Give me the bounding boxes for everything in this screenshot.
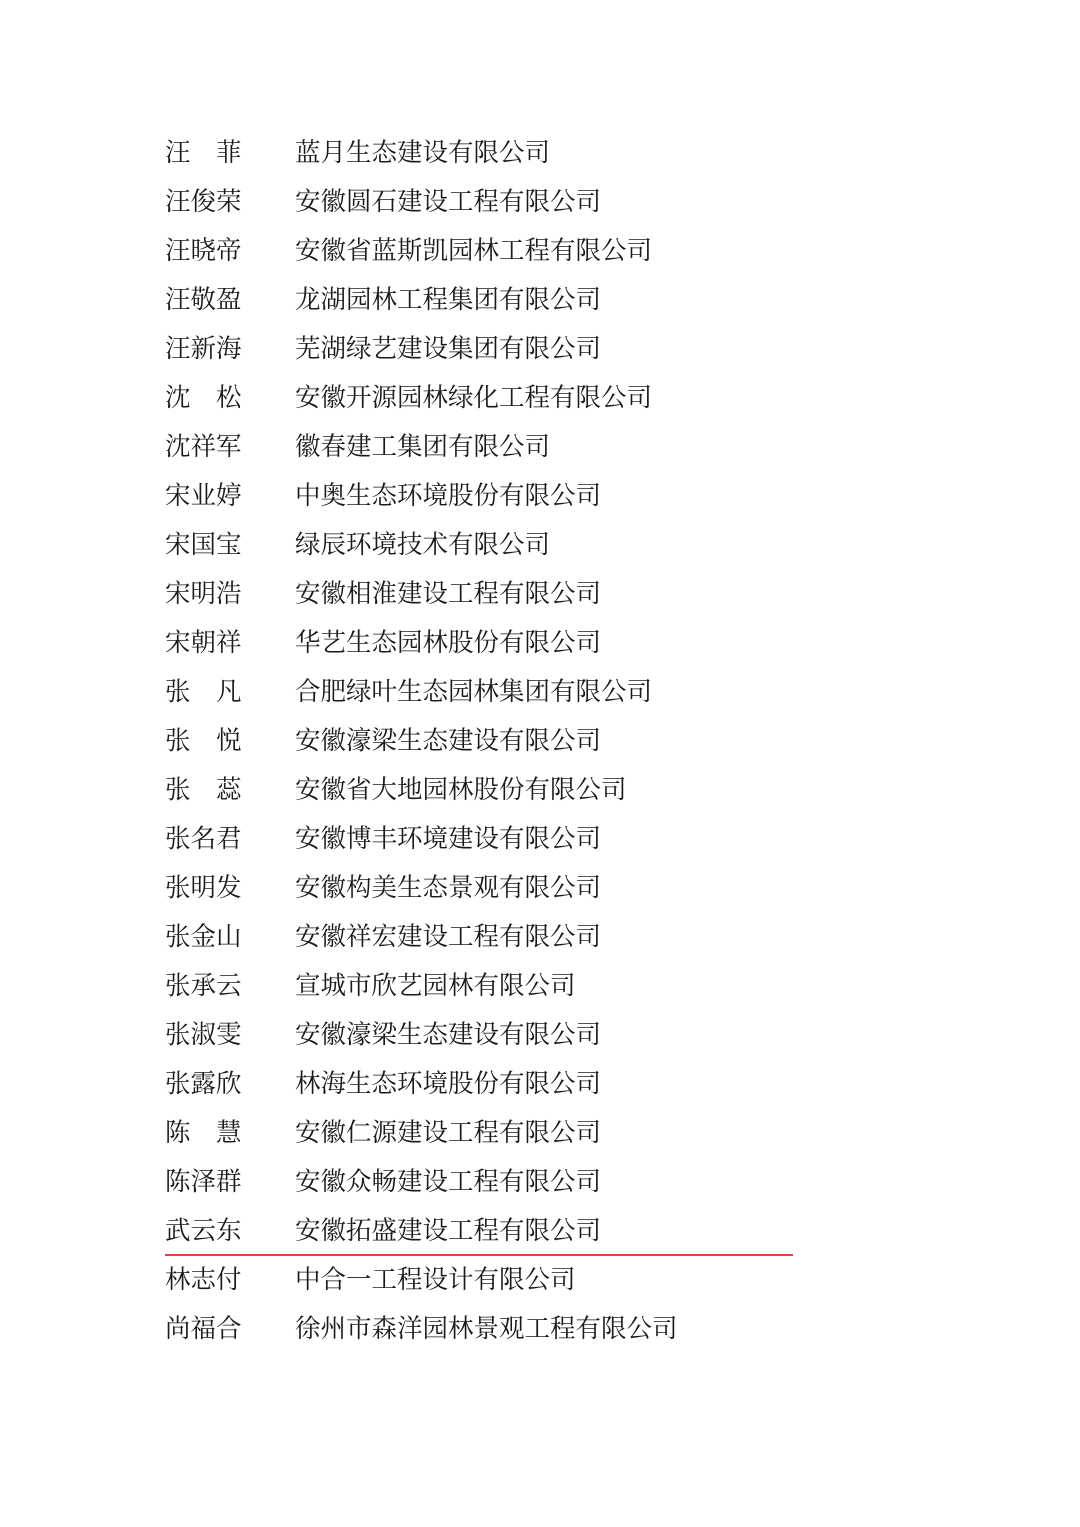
person-name: 张 凡 <box>165 677 242 707</box>
company-name: 安徽仁源建设工程有限公司 <box>295 1118 602 1148</box>
list-item <box>165 966 945 1015</box>
list-item <box>165 427 945 476</box>
company-name: 徽春建工集团有限公司 <box>295 432 551 462</box>
person-name: 林志付 <box>165 1265 242 1295</box>
person-name: 宋明浩 <box>165 579 242 609</box>
list-item <box>165 133 945 182</box>
list-item <box>165 917 945 966</box>
company-name: 蓝月生态建设有限公司 <box>295 138 551 168</box>
person-name: 汪敬盈 <box>165 285 242 315</box>
company-name: 安徽祥宏建设工程有限公司 <box>295 922 602 952</box>
person-name: 武云东 <box>165 1216 242 1246</box>
company-name: 安徽省大地园林股份有限公司 <box>295 775 627 805</box>
list-item <box>165 770 945 819</box>
list-item <box>165 525 945 574</box>
company-name: 中奥生态环境股份有限公司 <box>295 481 602 511</box>
person-name: 宋业婷 <box>165 481 242 511</box>
person-name: 张明发 <box>165 873 242 903</box>
list-item <box>165 1113 945 1162</box>
company-name: 安徽濠梁生态建设有限公司 <box>295 1020 602 1050</box>
list-item <box>165 378 945 427</box>
list-item <box>165 182 945 231</box>
list-item <box>165 672 945 721</box>
list-item <box>165 1309 945 1358</box>
person-name: 宋朝祥 <box>165 628 242 658</box>
person-name: 汪晓帝 <box>165 236 242 266</box>
person-name: 沈祥军 <box>165 432 242 462</box>
company-name: 安徽濠梁生态建设有限公司 <box>295 726 602 756</box>
company-name: 合肥绿叶生态园林集团有限公司 <box>295 677 653 707</box>
company-name: 安徽圆石建设工程有限公司 <box>295 187 602 217</box>
list-item <box>165 1162 945 1211</box>
person-name: 陈泽群 <box>165 1167 242 1197</box>
company-name: 华艺生态园林股份有限公司 <box>295 628 602 658</box>
list-item <box>165 1015 945 1064</box>
list-item <box>165 1211 945 1260</box>
list-item <box>165 280 945 329</box>
company-name: 安徽博丰环境建设有限公司 <box>295 824 602 854</box>
company-name: 徐州市森洋园林景观工程有限公司 <box>295 1314 678 1344</box>
company-name: 安徽相淮建设工程有限公司 <box>295 579 602 609</box>
company-name: 芜湖绿艺建设集团有限公司 <box>295 334 602 364</box>
list-item <box>165 721 945 770</box>
list-item <box>165 819 945 868</box>
person-name: 沈 松 <box>165 383 242 413</box>
list-item <box>165 623 945 672</box>
list-item <box>165 231 945 280</box>
company-name: 宣城市欣艺园林有限公司 <box>295 971 576 1001</box>
list-item <box>165 476 945 525</box>
person-name: 张 蕊 <box>165 775 242 805</box>
company-name: 安徽众畅建设工程有限公司 <box>295 1167 602 1197</box>
company-name: 安徽开源园林绿化工程有限公司 <box>295 383 653 413</box>
list-item <box>165 868 945 917</box>
person-name: 张名君 <box>165 824 242 854</box>
company-name: 安徽构美生态景观有限公司 <box>295 873 602 903</box>
list-item <box>165 1064 945 1113</box>
company-name: 安徽省蓝斯凯园林工程有限公司 <box>295 236 653 266</box>
person-name: 张金山 <box>165 922 242 952</box>
company-name: 中合一工程设计有限公司 <box>295 1265 576 1295</box>
person-name: 汪新海 <box>165 334 242 364</box>
company-name: 林海生态环境股份有限公司 <box>295 1069 602 1099</box>
name-company-list <box>165 133 945 1358</box>
list-item <box>165 1260 945 1309</box>
list-item <box>165 574 945 623</box>
person-name: 宋国宝 <box>165 530 242 560</box>
list-item <box>165 329 945 378</box>
person-name: 尚福合 <box>165 1314 242 1344</box>
person-name: 陈 慧 <box>165 1118 242 1148</box>
person-name: 汪 菲 <box>165 138 242 168</box>
person-name: 汪俊荣 <box>165 187 242 217</box>
company-name: 绿辰环境技术有限公司 <box>295 530 551 560</box>
person-name: 张露欣 <box>165 1069 242 1099</box>
person-name: 张 悦 <box>165 726 242 756</box>
person-name: 张承云 <box>165 971 242 1001</box>
company-name: 龙湖园林工程集团有限公司 <box>295 285 602 315</box>
company-name: 安徽拓盛建设工程有限公司 <box>295 1216 602 1246</box>
person-name: 张淑雯 <box>165 1020 242 1050</box>
